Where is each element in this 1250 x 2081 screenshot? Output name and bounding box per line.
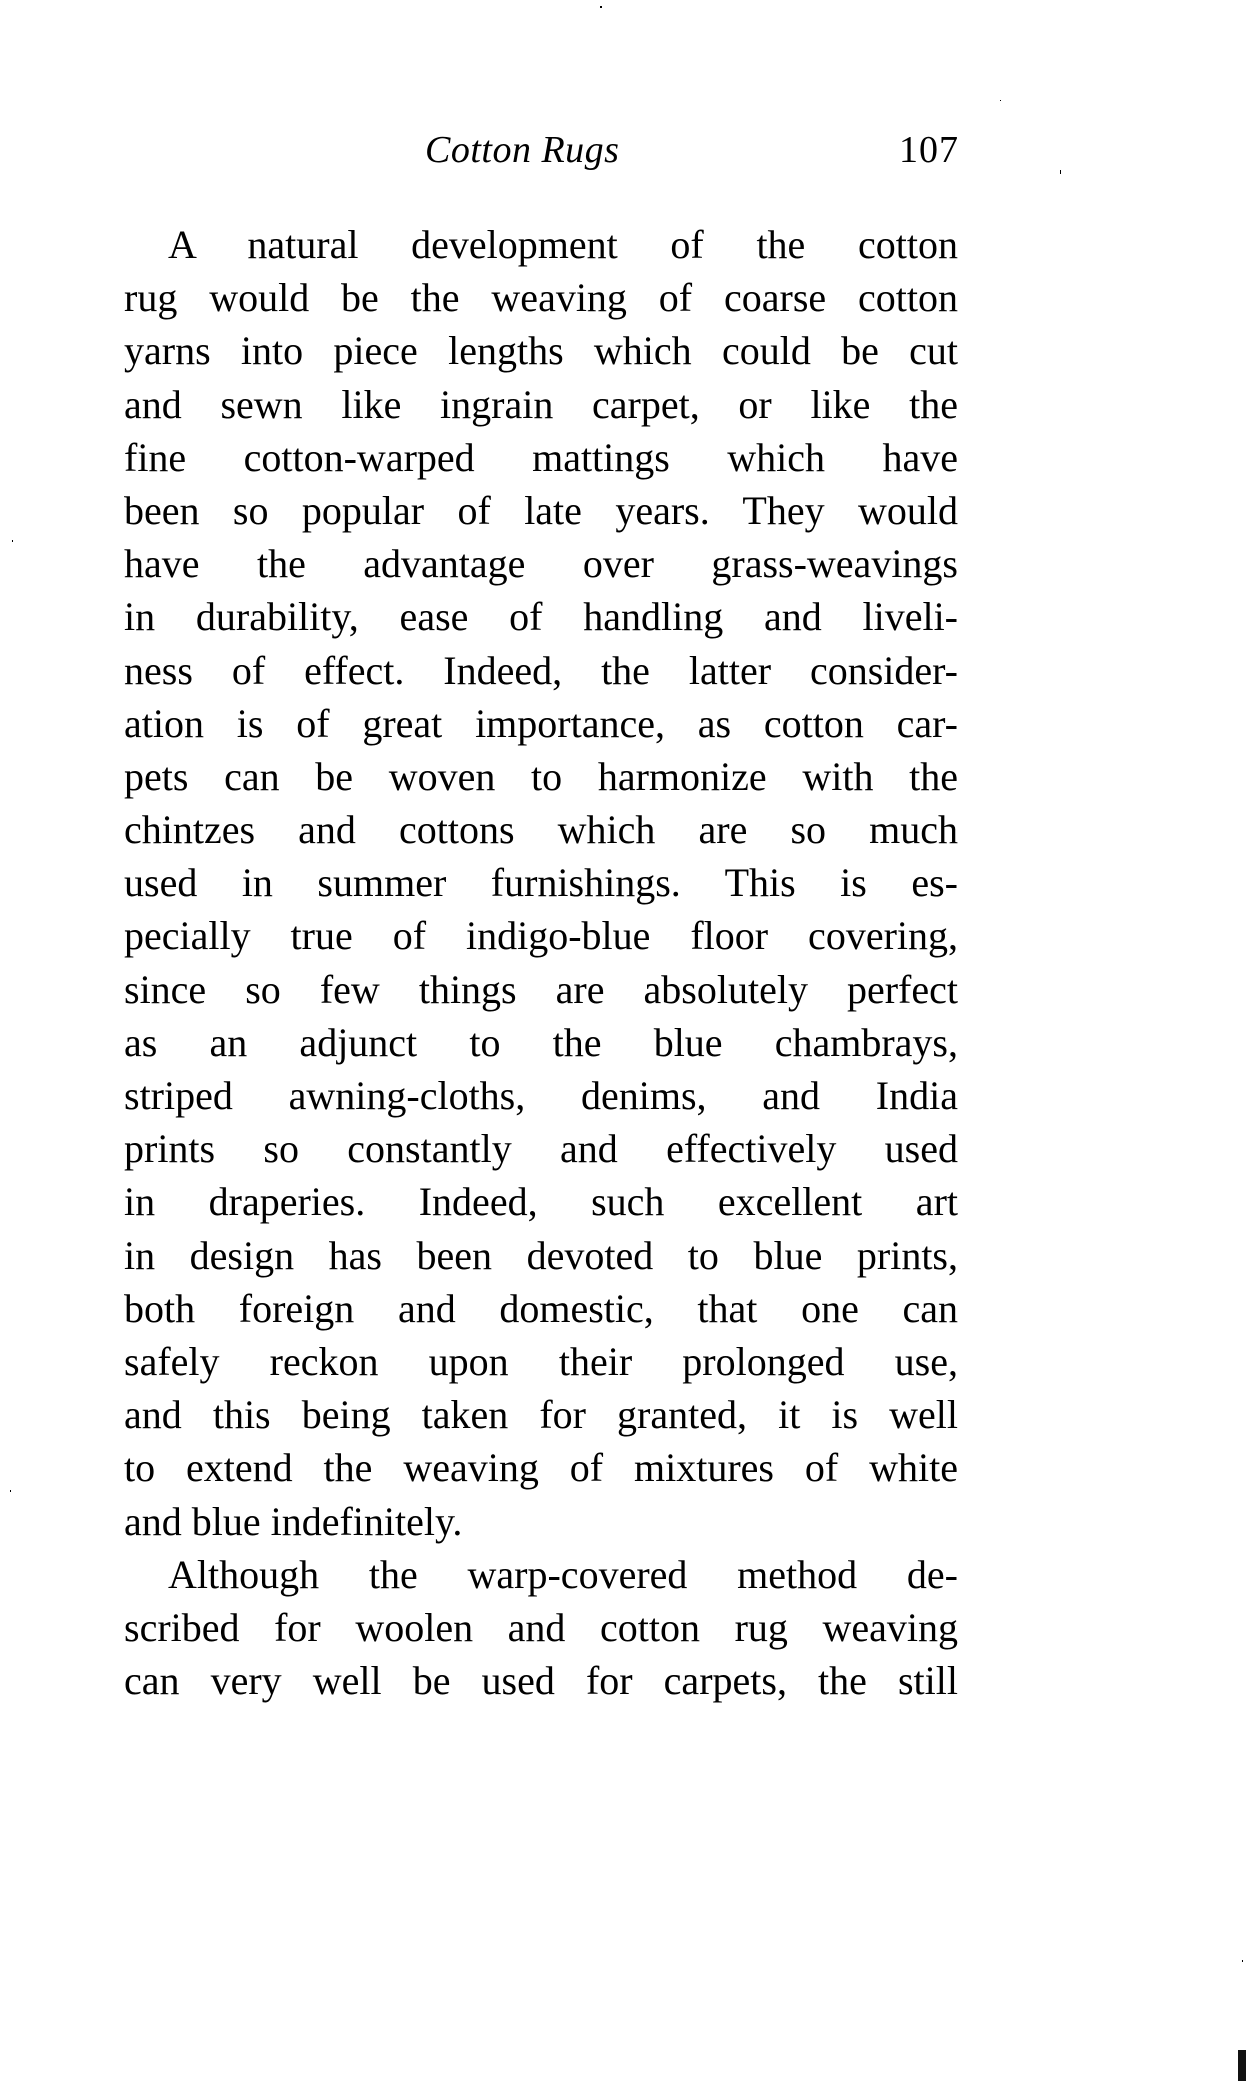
scan-edge-mark: [1238, 2050, 1246, 2081]
text-line: in design has been devoted to blue prints,: [124, 1232, 958, 1278]
text-line: chintzes and cottons which are so much: [124, 807, 958, 853]
text-line: striped awning-cloths, denims, and India: [124, 1073, 958, 1118]
page-number: 107: [899, 129, 959, 171]
text-line: ation is of great importance, as cotton car-: [124, 700, 958, 746]
text-line: and blue indefinitely.: [124, 1498, 463, 1544]
text-line: yarns into piece lengths which could be cut: [124, 328, 958, 374]
text-line: pets can be woven to harmonize with the: [124, 753, 958, 799]
text-line: both foreign and domestic, that one can: [124, 1285, 958, 1331]
paragraph-1: [124, 218, 958, 1548]
text-line: in draperies. Indeed, such excellent art: [124, 1179, 958, 1225]
text-line: safely reckon upon their prolonged use,: [124, 1338, 958, 1384]
body-text: [124, 218, 958, 1707]
text-line: Although the warp-covered method de-: [168, 1551, 958, 1597]
text-line: and this being taken for granted, it is well: [124, 1392, 958, 1438]
text-line: prints so constantly and effectively used: [124, 1126, 958, 1172]
text-line: rug would be the weaving of coarse cotton: [124, 275, 958, 321]
text-line: in durability, ease of handling and liveli-: [124, 594, 958, 640]
running-header: [0, 125, 1250, 175]
text-line: ness of effect. Indeed, the latter consider-: [124, 647, 958, 693]
text-line: been so popular of late years. They would: [124, 487, 958, 533]
text-line: and sewn like ingrain carpet, or like the: [124, 381, 958, 427]
scan-speck: [1242, 1960, 1243, 1962]
scan-speck: [10, 1490, 11, 1492]
scan-speck: [600, 6, 602, 8]
text-line: scribed for woolen and cotton rug weaving: [124, 1604, 958, 1650]
paragraph-2: [124, 1548, 958, 1708]
scan-speck: [1060, 170, 1061, 174]
text-line: as an adjunct to the blue chambrays,: [124, 1019, 958, 1065]
text-line: fine cotton-warped mattings which have: [124, 434, 958, 480]
text-line: can very well be used for carpets, the still: [124, 1658, 958, 1704]
running-title: Cotton Rugs: [425, 129, 620, 171]
scan-speck: [1000, 100, 1001, 101]
text-line: A natural development of the cotton: [168, 222, 958, 267]
text-line: pecially true of indigo-blue floor covering,: [124, 913, 958, 959]
text-line: have the advantage over grass-weavings: [124, 541, 958, 587]
scan-speck: [12, 540, 13, 542]
text-line: since so few things are absolutely perfect: [124, 966, 958, 1012]
text-line: to extend the weaving of mixtures of white: [124, 1445, 958, 1491]
text-line: used in summer furnishings. This is es-: [124, 860, 958, 906]
